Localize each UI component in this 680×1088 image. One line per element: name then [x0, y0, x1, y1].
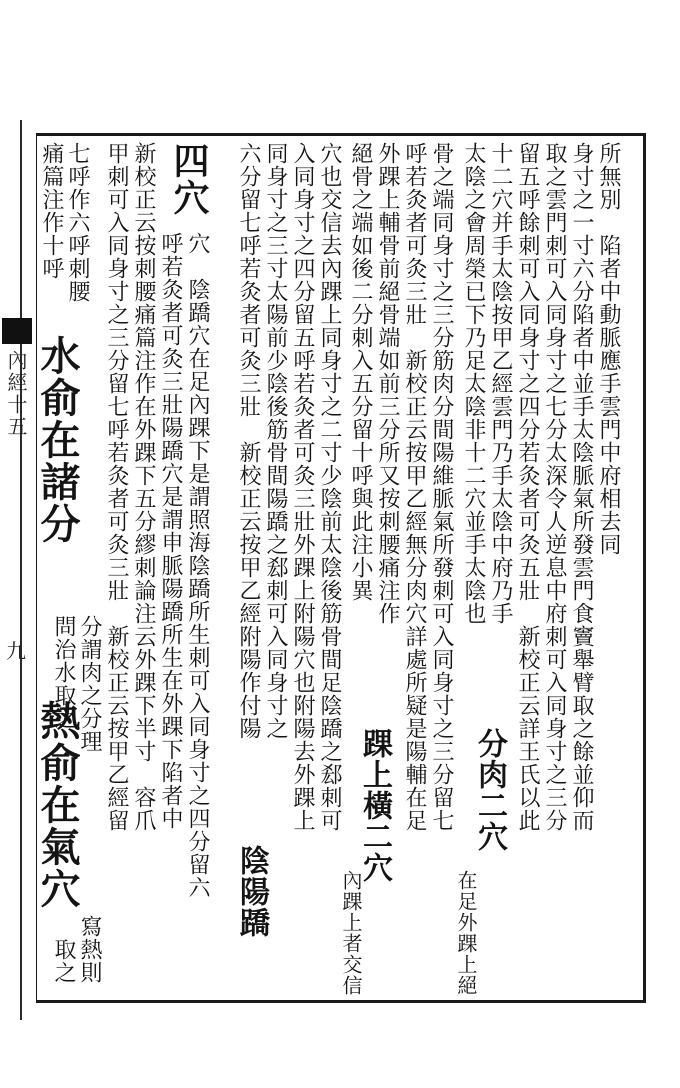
text-column-5: 十二穴并手太陰按甲乙經雲門乃手太陰中府乃手 — [488, 142, 513, 625]
heading-yin-yang: 陰陽蹻 — [234, 845, 269, 938]
text-column-23: 寫熱則 — [77, 915, 102, 984]
text-column-21: 分謂肉之分理 — [77, 615, 102, 753]
text-column-13: 同身寸之三寸太陽前少陰後筋骨間陽蹻之郄刺可入同身寸之 — [263, 142, 288, 740]
text-column-3: 取之雲門刺可入同身寸之七分太深令人逆息中府刺可入同身寸之三分 — [542, 142, 567, 832]
spine-leaf-number: 九 — [6, 639, 26, 663]
text-column-14: 六分留七呼若灸者可灸三壯 新校正云按甲乙經附陽作付陽 — [236, 142, 261, 740]
text-column-1: 所無別 陷者中動脈應手雲門中府相去同 — [596, 142, 621, 556]
spine-title: 內經十五 — [4, 350, 28, 438]
heading-huai-shang: 踝上橫二穴 — [357, 728, 392, 883]
text-column-4: 留五呼餘刺可入同身寸之四分若灸者可灸五壯 新校正云詳王氏以此 — [515, 142, 540, 832]
text-column-22: 問治水取之 — [51, 615, 76, 730]
heading-si-xue: 四穴 — [168, 142, 210, 216]
heading-fen-rou-note: 在足外踝上絕 — [454, 870, 478, 996]
text-column-11: 穴也交信去內踝上同身寸之二寸少陰前太陰後筋骨間足陰蹻之郄刺可 — [317, 142, 342, 832]
heading-re-shu: 熱俞在氣穴 — [34, 700, 81, 910]
heading-huai-shang-note: 內踝上者交信 — [339, 870, 363, 996]
text-column-6: 太陰之會周榮已下乃足太陰非十二穴並手太陰也 — [461, 142, 486, 625]
text-column-8: 呼若灸者可灸三壯 新校正云按甲乙經無分肉穴詳處所疑是陽輔在足 — [402, 142, 427, 832]
text-column-16: 呼若灸者可灸三壯陽蹻穴是謂申脈陽蹻所生在外踝下陷者中 — [158, 232, 183, 830]
spine-rule — [20, 120, 22, 1020]
text-column-19: 七呼作六呼刺腰 — [65, 142, 90, 303]
text-column-2: 身寸之一寸六分陷者中並手太陰脈氣所發雲門食竇舉臂取之餘並仰而 — [569, 142, 594, 832]
text-column-9: 外踝上輔骨前絕骨端如前三分所又按刺腰痛注作 — [375, 142, 400, 625]
heading-fen-rou: 分肉二穴 — [472, 728, 507, 852]
text-column-20: 痛篇注作十呼 — [39, 142, 64, 280]
text-column-18: 甲刺可入同身寸之三分留七呼若灸者可灸三壯 新校正云按甲乙經留 — [104, 142, 129, 832]
text-column-24: 取之 — [51, 938, 76, 984]
text-column-10: 絕骨之端如後二分刺入五分留十呼與此注小異 — [348, 142, 373, 602]
text-column-15: 穴 陰蹻穴在足內踝下是謂照海陰蹻所生刺可入同身寸之四分留六 — [185, 232, 210, 899]
text-column-7: 骨之端同身寸之三分筋肉分間陽維脈氣所發刺可入同身寸之三分留七 — [429, 142, 454, 832]
heading-shui-shu: 水俞在諸分 — [34, 335, 81, 545]
text-column-17: 新校正云按刺腰痛篇注作在外踝下五分繆刺論注云外踝下半寸 容爪 — [131, 142, 156, 832]
spine-fishtail-mark — [2, 318, 32, 344]
text-column-12: 入同身寸之四分留五呼若灸者可灸三壯外踝上附陽穴也附陽去外踝上 — [290, 142, 315, 832]
